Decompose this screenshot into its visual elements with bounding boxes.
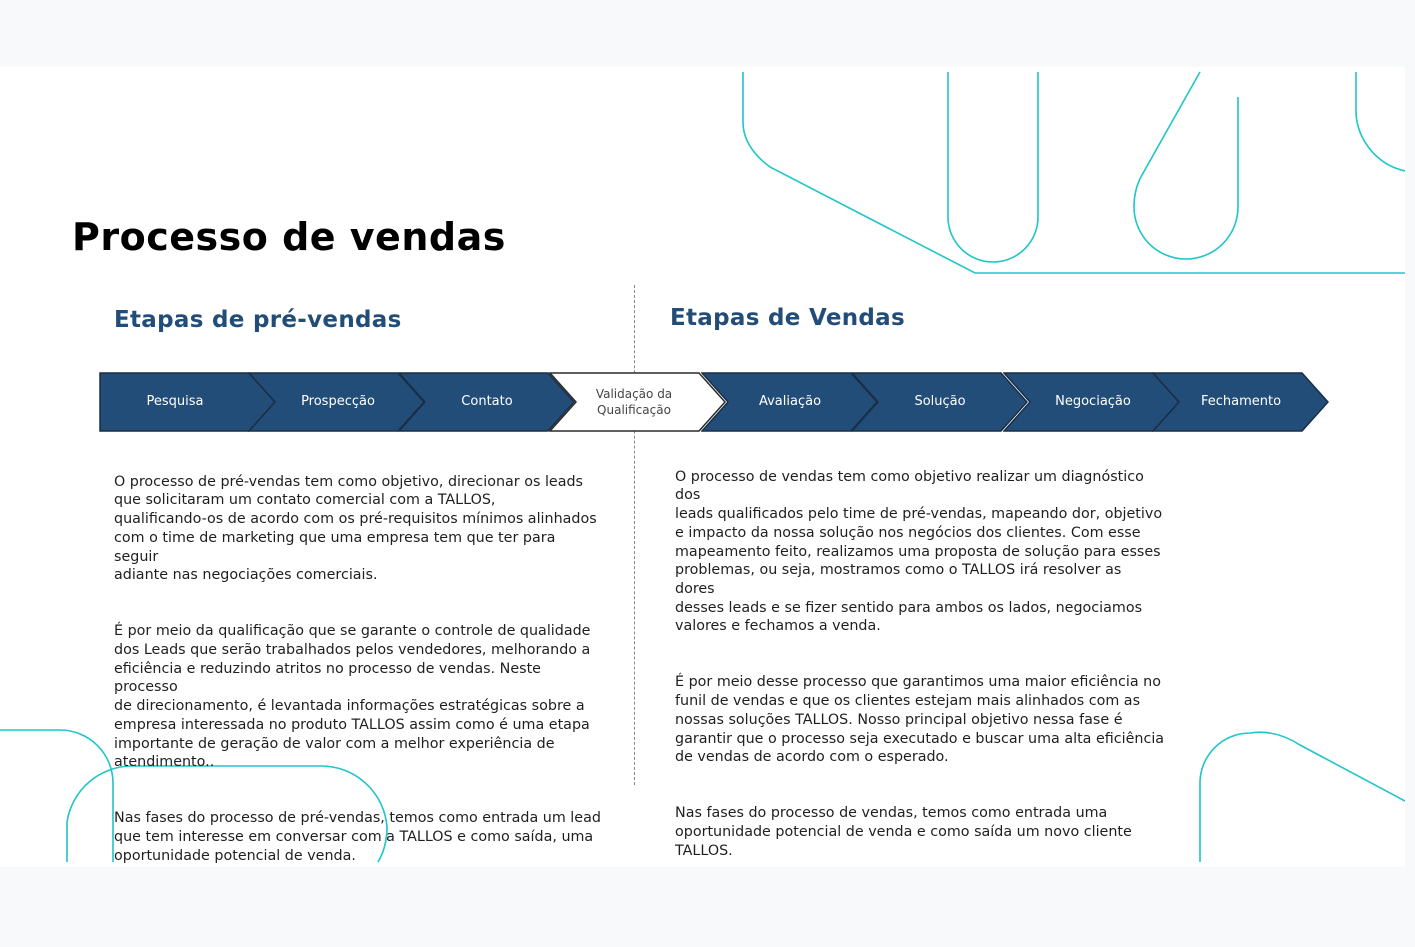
step-label: Validação da Qualificação — [595, 387, 673, 417]
sales-heading: Etapas de Vendas — [670, 305, 905, 331]
paragraph: É por meio da qualificação que se garante o controle de qualidade dos Leads que serão trabalhados pelos vendedores, melhorando a eficiência e reduzindo atritos no processo de vendas. Neste processo de direcionamento, é levantada informações estratégicas sobre a empresa interessada no produto TALLOS assim como é uma etapa importante de geração de valor com a melhor experiência de atendimento.. — [114, 623, 591, 771]
pre-sales-heading: Etapas de pré-vendas — [114, 307, 402, 333]
step-label: Negociação — [1055, 394, 1131, 409]
paragraph: É por meio desse processo que garantimos uma maior eficiência no funil de vendas e que os clientes estejam mais alinhados com as nossas soluções TALLOS. Nosso principal objetivo nessa fase é garantir que o processo seja executado e buscar uma alta eficiência de vendas de acordo com o esperado. — [675, 674, 1165, 766]
paragraph: Nas fases do processo de pré-vendas, temos como entrada um lead que tem interesse em conversar com a TALLOS e como saída, uma oportunidade potencial de venda. — [114, 810, 601, 864]
sales-text — [675, 449, 1165, 867]
step-label: Pesquisa — [146, 394, 204, 409]
page-title: Processo de vendas — [72, 215, 506, 259]
step-label: Fechamento — [1200, 394, 1282, 409]
step-label: Avaliação — [758, 394, 822, 409]
step-fechamento — [1152, 372, 1330, 432]
pre-sales-text — [114, 454, 604, 867]
paragraph: O processo de vendas tem como objetivo realizar um diagnóstico dos leads qualificados pelo time de pré-vendas, mapeando dor, objetivo e impacto da nossa solução nos negócios dos clientes. Com esse mapeamento feito, realizamos uma proposta de solução para esses problemas, ou seja, mostramos como o TALLOS irá resolver as dores desses leads e se fizer sentido para ambos os lados, negociamos valores e fechamos a venda. — [675, 468, 1163, 635]
paragraph: Nas fases do processo de vendas, temos como entrada uma oportunidade potencial de venda e como saída um novo cliente TALLOS. — [675, 805, 1132, 859]
step-label: Solução — [914, 394, 966, 409]
column-divider — [634, 285, 635, 785]
slide — [0, 67, 1405, 867]
step-label: Contato — [461, 394, 513, 409]
paragraph: O processo de pré-vendas tem como objetivo, direcionar os leads que solicitaram um contato comercial com a TALLOS, qualificando-os de acordo com os pré-requisitos mínimos alinhados com o time de marketing que uma empresa tem que ter para seguir adiante nas negociações comerciais. — [114, 473, 597, 584]
step-label: Prospecção — [301, 394, 375, 409]
